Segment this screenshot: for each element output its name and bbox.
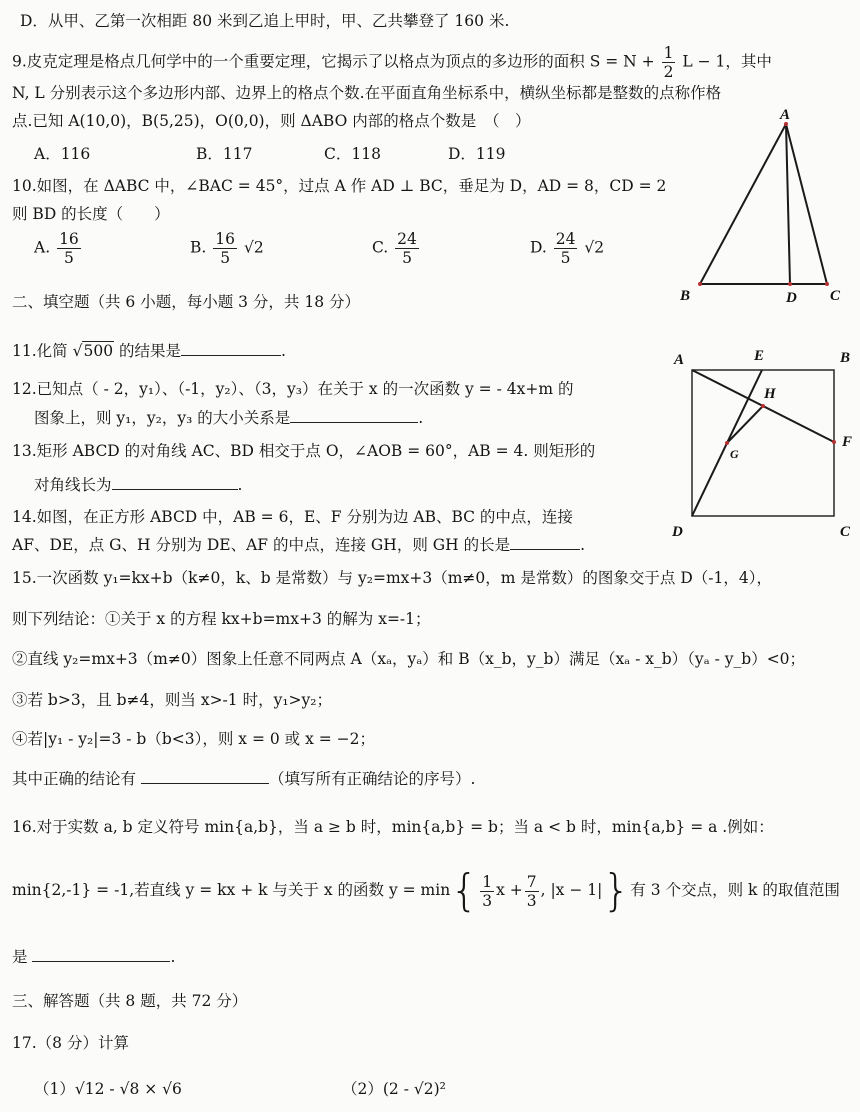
- q16-fraction-2-numerator: 7: [526, 872, 537, 891]
- label-c: C: [840, 524, 851, 540]
- q9-fraction-denominator: 2: [663, 63, 674, 81]
- q17-title: 17.（8 分）计算: [12, 1034, 129, 1052]
- q9-option-c: C．118: [324, 145, 381, 163]
- q9-line-1-text: 9.皮克定理是格点几何学中的一个重要定理，它揭示了以格点为顶点的多边形的面积 S = N +: [12, 52, 655, 71]
- point-f-dot: [832, 440, 836, 444]
- q16-line-1: 16.对于实数 a, b 定义符号 min{a,b}，当 a ≥ b 时，min{a,b} = b；当 a < b 时，min{a,b} = a .例如：: [12, 818, 774, 836]
- q15-line-6-tail: （填写所有正确结论的序号）.: [268, 770, 476, 788]
- q16-line-2-tail: 有 3 个交点，则 k 的取值范围: [630, 881, 840, 899]
- q16-line-3-text: 是: [12, 948, 28, 966]
- q15-answer-blank[interactable]: [141, 768, 269, 784]
- q10-line-1: 10.如图，在 ΔABC 中，∠BAC = 45°，过点 A 作 AD ⊥ BC，垂足为 D，AD = 8，CD = 2: [12, 177, 667, 195]
- label-a: A: [674, 352, 685, 368]
- section-2-heading: 二、填空题（共 6 小题，每小题 3 分，共 18 分）: [12, 293, 361, 311]
- q10-option-c-numerator: 24: [397, 230, 417, 248]
- q10-option-d-denominator: 5: [560, 249, 571, 267]
- q10-option-d-numerator: 24: [555, 230, 576, 248]
- q10-option-c-fraction: [395, 230, 419, 267]
- triangle-abc-figure: [672, 104, 850, 304]
- label-d: D: [672, 524, 683, 540]
- q8-option-d: D．从甲、乙第一次相距 80 米到乙追上甲时，甲、乙共攀登了 160 米.: [20, 12, 510, 30]
- q10-option-b-numerator: 16: [215, 230, 235, 248]
- q15-line-3: ②直线 y₂=mx+3（m≠0）图象上任意不同两点 A（xₐ，yₐ）和 B（x_b，y_b）满足（xₐ - x_b）（yₐ - y_b）<0；: [12, 650, 806, 668]
- q14-line-2-text: AF、DE，点 G、H 分别为 DE、AF 的中点，连接 GH，则 GH 的长是: [12, 536, 511, 554]
- q9-line-1: [12, 44, 772, 81]
- point-d-dot: [788, 282, 792, 286]
- label-h: H: [764, 386, 776, 402]
- q10-line-2: 则 BD 的长度（ ）: [12, 205, 170, 223]
- q12-answer-blank[interactable]: [290, 407, 418, 423]
- point-b-dot: [698, 282, 702, 286]
- q17-part-1: [34, 1078, 182, 1100]
- q9-line-2: N, L 分别表示这个多边形内部、边界上的格点个数.在平面直角坐标系中，横纵坐标都是整数的点称作格: [12, 84, 722, 102]
- q10-option-a-fraction: [57, 230, 81, 267]
- q14-line-2: [12, 534, 585, 556]
- square-outline: [692, 370, 834, 516]
- q11-end: .: [281, 342, 286, 360]
- point-h-dot: [761, 404, 765, 408]
- q17-part-1-expression: √12 - √8 × √6: [74, 1080, 182, 1098]
- label-b: B: [840, 350, 851, 366]
- q10-option-b-denominator: 5: [220, 249, 231, 267]
- q11-answer-blank[interactable]: [181, 340, 281, 356]
- q10-option-c-letter: C.: [372, 238, 389, 257]
- q11-line: [12, 340, 286, 362]
- label-a: A: [780, 107, 791, 123]
- q9-option-d: D．119: [448, 145, 506, 163]
- q12-line-2-text: 图象上，则 y₁，y₂，y₃ 的大小关系是: [34, 409, 291, 427]
- q14-end: .: [580, 536, 586, 554]
- q10-option-c-denominator: 5: [402, 249, 412, 267]
- q13-line-2-text: 对角线长为: [34, 476, 112, 494]
- q9-line-3: 点.已知 A(10,0)，B(5,25)，O(0,0)，则 ΔABO 内部的格点个数是 （ ）: [12, 112, 531, 130]
- q17-part-2: [342, 1078, 446, 1100]
- segment-gh: [727, 406, 763, 443]
- q10-option-d: [530, 230, 604, 267]
- q10-option-b: [190, 230, 264, 267]
- q16-end: .: [170, 948, 176, 966]
- q16-mid: x +: [496, 881, 523, 899]
- q16-fraction-1: [480, 873, 494, 910]
- q10-option-d-radical: √2: [584, 238, 605, 257]
- q10-option-b-letter: B.: [190, 238, 207, 257]
- q14-line-1: 14.如图，在正方形 ABCD 中，AB = 6，E、F 分别为边 AB、BC 的中点，连接: [12, 508, 573, 526]
- q16-close-brace: }: [602, 865, 631, 916]
- q17-part-1-label: （1）: [34, 1080, 75, 1098]
- q16-line-2: [12, 866, 840, 914]
- q17-part-2-label: （2）: [342, 1080, 383, 1098]
- q11-prefix: 11.化简 √: [12, 342, 83, 360]
- label-d: D: [786, 290, 797, 304]
- label-f: F: [842, 434, 853, 450]
- q9-option-a: A．116: [34, 145, 91, 163]
- q15-line-2: 则下列结论：①关于 x 的方程 kx+b=mx+3 的解为 x=-1；: [12, 610, 431, 628]
- q15-line-1: 15.一次函数 y₁=kx+b（k≠0，k、b 是常数）与 y₂=mx+3（m≠0，m 是常数）的图象交于点 D（-1，4），: [12, 569, 772, 587]
- segment-ab: [700, 124, 786, 284]
- q10-option-b-fraction: [213, 230, 237, 267]
- q10-option-c: [372, 230, 421, 267]
- q16-fraction-1-numerator: 1: [482, 872, 493, 891]
- point-g-dot: [725, 441, 729, 445]
- segment-ad: [786, 124, 790, 284]
- q10-option-a-numerator: 16: [59, 230, 79, 248]
- q13-answer-blank[interactable]: [112, 474, 238, 490]
- q9-option-b: B．117: [196, 145, 253, 163]
- label-c: C: [830, 288, 841, 304]
- q12-line-1: 12.已知点（ - 2，y₁）、（-1，y₂）、（3，y₃）在关于 x 的一次函数 y = - 4x+m 的: [12, 380, 574, 398]
- q10-option-a: [34, 230, 83, 267]
- q15-line-6-text: 其中正确的结论有: [12, 770, 137, 788]
- q14-answer-blank[interactable]: [510, 534, 580, 550]
- q12-end: .: [418, 409, 424, 427]
- q10-option-b-radical: √2: [243, 238, 264, 257]
- q16-line-3: [12, 946, 175, 968]
- q9-fraction-numerator: 1: [663, 44, 674, 62]
- q11-text: 的结果是: [114, 342, 181, 360]
- q13-line-2: [34, 474, 242, 496]
- q16-fraction-2-denominator: 3: [526, 891, 537, 910]
- segment-ac: [786, 124, 827, 284]
- q10-option-a-denominator: 5: [63, 249, 74, 267]
- q15-line-4: ③若 b>3，且 b≠4，则当 x>-1 时，y₁>y₂；: [12, 691, 333, 709]
- q16-answer-blank[interactable]: [32, 946, 170, 962]
- q13-line-1: 13.矩形 ABCD 的对角线 AC、BD 相交于点 O，∠AOB = 60°，AB = 4. 则矩形的: [12, 442, 596, 460]
- q15-line-5: ④若|y₁ - y₂|=3 - b（b<3），则 x = 0 或 x = −2；: [12, 730, 376, 748]
- q13-end: .: [237, 476, 243, 494]
- q16-fraction-1-denominator: 3: [482, 891, 493, 910]
- q16-fraction-2: [525, 873, 539, 910]
- label-g: G: [730, 447, 739, 461]
- q10-option-a-letter: A.: [34, 238, 51, 257]
- point-c-dot: [825, 282, 829, 286]
- q16-line-2-text: min{2,-1} = -1,若直线 y = kx + k 与关于 x 的函数 y = min: [12, 881, 451, 899]
- q11-radicand: 500: [83, 342, 114, 360]
- q12-line-2: [34, 407, 423, 429]
- label-b: B: [680, 288, 691, 304]
- q15-line-6: [12, 768, 475, 790]
- q9-fraction: [662, 44, 676, 81]
- q10-option-d-fraction: [554, 230, 578, 267]
- q10-option-d-letter: D.: [530, 238, 547, 257]
- q16-open-brace: {: [450, 865, 479, 916]
- q17-part-2-expression: (2 - √2)²: [382, 1080, 446, 1098]
- q9-line-1-tail: L − 1，其中: [682, 52, 772, 71]
- q16-abs: , |x − 1|: [540, 881, 603, 899]
- square-abcd-figure: [668, 340, 856, 540]
- section-3-heading: 三、解答题（共 8 题，共 72 分）: [12, 992, 248, 1010]
- label-e: E: [754, 348, 765, 364]
